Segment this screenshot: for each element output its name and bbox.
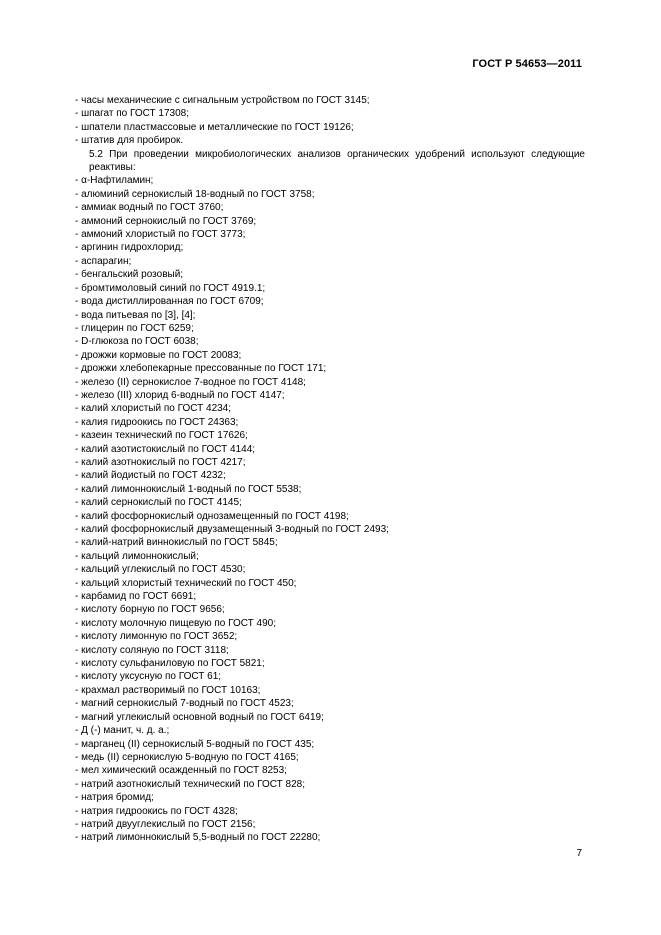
list-item: - штатив для пробирок.: [75, 135, 184, 147]
reagent-list-item: - натрий двууглекислый по ГОСТ 2156;: [75, 818, 256, 830]
standard-code-header: ГОСТ Р 54653—2011: [472, 58, 582, 70]
reagent-list-item: - железо (III) хлорид 6-водный по ГОСТ 4147;: [75, 389, 285, 401]
reagent-list-item: - бромтимоловый синий по ГОСТ 4919.1;: [75, 282, 266, 294]
reagent-list-item: - вода дистиллированная по ГОСТ 6709;: [75, 296, 264, 308]
reagent-list-item: - Д (-) манит, ч. д. а.;: [75, 725, 170, 737]
reagent-list-item: - калий фосфорнокислый двузамещенный 3-водный по ГОСТ 2493;: [75, 524, 389, 535]
reagent-list-item: - калий хлористый по ГОСТ 4234;: [75, 403, 232, 415]
reagent-list-item: - натрия бромид;: [75, 792, 154, 804]
reagent-list-item: - D-глюкоза по ГОСТ 6038;: [75, 336, 199, 348]
reagent-list-item: - марганец (II) сернокислый 5-водный по ГОСТ 435;: [75, 738, 315, 750]
reagent-list: [75, 174, 585, 844]
reagent-list-item: - аммоний сернокислый по ГОСТ 3769;: [75, 215, 257, 227]
reagent-list-item: - железо (II) сернокислое 7-водное по ГОСТ 4148;: [75, 376, 306, 388]
list-item: - часы механические с сигнальным устройством по ГОСТ 3145;: [75, 95, 370, 106]
reagent-list-item: - кальций углекислый по ГОСТ 4530;: [75, 564, 246, 576]
reagent-list-item: - калий азотистокислый по ГОСТ 4144;: [75, 443, 256, 455]
reagent-list-item: - кальций лимоннокислый;: [75, 550, 199, 562]
reagent-list-item: - натрия гидроокись по ГОСТ 4328;: [75, 805, 238, 817]
reagent-list-item: - калий-натрий виннокислый по ГОСТ 5845;: [75, 537, 278, 549]
reagent-list-item: - калий азотнокислый по ГОСТ 4217;: [75, 456, 246, 468]
reagent-list-item: - кислоту молочную пищевую по ГОСТ 490;: [75, 617, 277, 629]
reagent-list-item: - карбамид по ГОСТ 6691;: [75, 591, 197, 603]
reagent-list-item: - натрий лимоннокислый 5,5-водный по ГОСТ 22280;: [75, 832, 321, 844]
reagent-list-item: - алюминий сернокислый 18-водный по ГОСТ 3758;: [75, 188, 315, 200]
reagent-list-item: - магний углекислый основной водный по ГОСТ 6419;: [75, 711, 324, 723]
reagent-list-item: - аммоний хлористый по ГОСТ 3773;: [75, 229, 246, 241]
reagent-list-item: - кислоту лимонную по ГОСТ 3652;: [75, 631, 238, 643]
reagent-list-item: - казеин технический по ГОСТ 17626;: [75, 430, 248, 442]
page-content: [75, 94, 585, 845]
reagent-list-item: - α-Нафтиламин;: [75, 175, 154, 187]
reagent-list-item: - калий лимоннокислый 1-водный по ГОСТ 5538;: [75, 483, 302, 495]
paragraph-5-2: 5.2 При проведении микробиологических анализов органических удобрений используют следующие реактивы:: [89, 148, 585, 174]
reagent-list-item: - дрожжи хлебопекарные прессованные по ГОСТ 171;: [75, 363, 327, 375]
reagent-list-item: - кислоту борную по ГОСТ 9656;: [75, 604, 225, 616]
reagent-list-item: - кислоту уксусную по ГОСТ 61;: [75, 671, 222, 683]
reagent-list-item: - кислоту соляную по ГОСТ 3118;: [75, 644, 229, 656]
reagent-list-item: - глицерин по ГОСТ 6259;: [75, 322, 194, 334]
reagent-list-item: - аммиак водный по ГОСТ 3760;: [75, 202, 224, 214]
reagent-list-item: - дрожжи кормовые по ГОСТ 20083;: [75, 349, 242, 361]
reagent-list-item: - калия гидроокись по ГОСТ 24363;: [75, 416, 239, 428]
reagent-list-item: - мел химический осажденный по ГОСТ 8253;: [75, 765, 287, 777]
reagent-list-item: - медь (II) сернокислую 5-водную по ГОСТ 4165;: [75, 751, 299, 763]
reagent-list-item: - крахмал растворимый по ГОСТ 10163;: [75, 684, 261, 696]
list-item: - шпагат по ГОСТ 17308;: [75, 108, 189, 120]
list-item: - шпатели пластмассовые и металлические по ГОСТ 19126;: [75, 121, 354, 133]
reagent-list-item: - калий фосфорнокислый однозамещенный по ГОСТ 4198;: [75, 510, 349, 522]
page-number: 7: [576, 848, 582, 859]
reagent-list-item: - вода питьевая по [3], [4];: [75, 309, 196, 321]
reagent-list-item: - аспарагин;: [75, 255, 132, 267]
reagent-list-item: - кислоту сульфаниловую по ГОСТ 5821;: [75, 658, 265, 670]
reagent-list-item: - магний сернокислый 7-водный по ГОСТ 4523;: [75, 698, 294, 710]
reagent-list-item: - аргинин гидрохлорид;: [75, 242, 184, 254]
reagent-list-item: - бенгальский розовый;: [75, 269, 184, 281]
reagent-list-item: - натрий азотнокислый технический по ГОСТ 828;: [75, 778, 305, 790]
reagent-list-item: - калий сернокислый по ГОСТ 4145;: [75, 497, 242, 509]
reagent-list-item: - калий йодистый по ГОСТ 4232;: [75, 470, 226, 482]
reagent-list-item: - кальций хлористый технический по ГОСТ 450;: [75, 577, 297, 589]
